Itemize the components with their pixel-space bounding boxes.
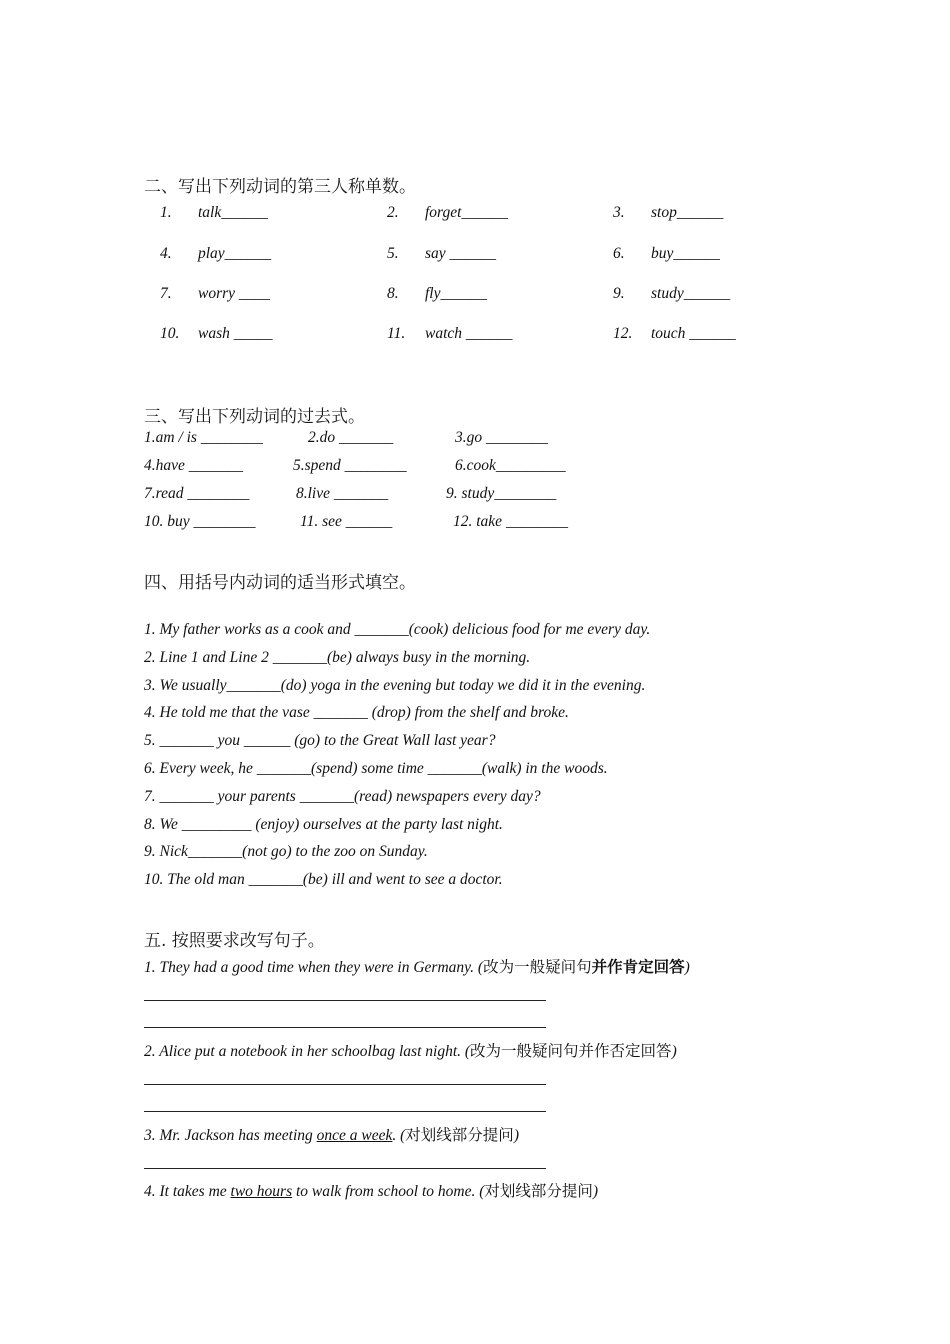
- section3-item[interactable]: 1.am / is ________: [144, 429, 263, 446]
- item-text[interactable]: play______: [198, 245, 272, 262]
- q3-end: ): [513, 1127, 519, 1144]
- q3-answer-line-1[interactable]: [144, 1168, 546, 1169]
- item-number: 9.: [613, 285, 625, 302]
- section4-item[interactable]: 5. _______ you ______ (go) to the Great Wall last year?: [144, 732, 496, 749]
- q1-end: ): [684, 959, 690, 976]
- item-number: 12.: [613, 325, 633, 342]
- section3-item[interactable]: 2.do _______: [308, 429, 394, 446]
- section3-item[interactable]: 9. study________: [446, 485, 557, 502]
- item-number: 3.: [613, 204, 625, 221]
- section5-question-1: [144, 955, 690, 977]
- q4-instruction: 对划线部分提问: [484, 1182, 593, 1200]
- section4-item[interactable]: 3. We usually_______(do) yoga in the evening but today we did it in the evening.: [144, 677, 646, 694]
- section2-item: [160, 204, 268, 222]
- item-number: 6.: [613, 245, 625, 262]
- q3-text-2: . (: [392, 1127, 406, 1144]
- item-text[interactable]: worry ____: [198, 285, 270, 302]
- section5-heading: 五. 按照要求改写句子。: [144, 931, 325, 951]
- q1-answer-line-1[interactable]: [144, 1000, 546, 1001]
- q4-text: 4. It takes me: [144, 1183, 231, 1200]
- section2-item: [387, 245, 496, 263]
- section5-question-2: [144, 1039, 677, 1061]
- item-number: 2.: [387, 204, 399, 221]
- section5-question-4: [144, 1179, 598, 1201]
- item-text[interactable]: fly______: [425, 285, 487, 302]
- q2-answer-line-2[interactable]: [144, 1111, 546, 1112]
- section2-heading: 二、写出下列动词的第三人称单数。: [144, 177, 416, 197]
- q4-text-2: to walk from school to home. (: [292, 1183, 485, 1200]
- item-text[interactable]: touch ______: [651, 325, 736, 342]
- section3-item[interactable]: 11. see ______: [300, 513, 393, 530]
- item-number: 4.: [160, 245, 172, 262]
- q3-underlined: once a week: [316, 1127, 393, 1144]
- section2-item: [160, 245, 271, 263]
- item-text[interactable]: say ______: [425, 245, 497, 262]
- section2-item: [613, 204, 723, 222]
- section3-item[interactable]: 12. take ________: [453, 513, 568, 530]
- item-text[interactable]: stop______: [651, 204, 724, 221]
- q4-underlined: two hours: [230, 1183, 293, 1200]
- section3-item[interactable]: 10. buy ________: [144, 513, 256, 530]
- q1-instruction: 改为一般疑问句: [483, 958, 592, 976]
- q1-answer-line-2[interactable]: [144, 1027, 546, 1028]
- section4-item[interactable]: 10. The old man _______(be) ill and went to see a doctor.: [144, 871, 503, 888]
- q1-text: 1. They had a good time when they were in Germany. (: [144, 959, 484, 976]
- section5-question-3: [144, 1123, 519, 1145]
- q3-text: 3. Mr. Jackson has meeting: [144, 1127, 317, 1144]
- section2-item: [387, 325, 512, 343]
- section4-item[interactable]: 9. Nick_______(not go) to the zoo on Sunday.: [144, 843, 428, 860]
- section3-item[interactable]: 4.have _______: [144, 457, 244, 474]
- q3-instruction: 对划线部分提问: [405, 1126, 514, 1144]
- section4-item[interactable]: 7. _______ your parents _______(read) newspapers every day?: [144, 788, 541, 805]
- section4-item[interactable]: 2. Line 1 and Line 2 _______(be) always busy in the morning.: [144, 649, 531, 666]
- section2-item: [613, 325, 736, 343]
- section4-item[interactable]: 6. Every week, he _______(spend) some time _______(walk) in the woods.: [144, 760, 608, 777]
- section2-item: [613, 245, 720, 263]
- section4-item[interactable]: 4. He told me that the vase _______ (drop) from the shelf and broke.: [144, 704, 569, 721]
- section3-item[interactable]: 6.cook_________: [455, 457, 566, 474]
- section3-item[interactable]: 3.go ________: [455, 429, 548, 446]
- q2-end: ): [671, 1043, 677, 1060]
- item-number: 8.: [387, 285, 399, 302]
- q2-text: 2. Alice put a notebook in her schoolbag last night. (: [144, 1043, 471, 1060]
- item-number: 7.: [160, 285, 172, 302]
- item-text[interactable]: wash _____: [198, 325, 273, 342]
- item-text[interactable]: watch ______: [425, 325, 513, 342]
- item-text[interactable]: buy______: [651, 245, 720, 262]
- q1-instruction-bold: 并作肯定回答: [591, 958, 685, 976]
- q2-instruction: 改为一般疑问句并作否定回答: [470, 1042, 672, 1060]
- section3-item[interactable]: 5.spend ________: [293, 457, 407, 474]
- section2-item: [613, 285, 730, 303]
- section3-item[interactable]: 8.live _______: [296, 485, 389, 502]
- item-text[interactable]: talk______: [198, 204, 268, 221]
- item-number: 10.: [160, 325, 180, 342]
- section2-item: [160, 285, 270, 303]
- q2-answer-line-1[interactable]: [144, 1084, 546, 1085]
- section2-item: [160, 325, 273, 343]
- section4-heading: 四、用括号内动词的适当形式填空。: [144, 573, 416, 593]
- section3-item[interactable]: 7.read ________: [144, 485, 250, 502]
- item-number: 1.: [160, 204, 172, 221]
- item-number: 11.: [387, 325, 406, 342]
- item-text[interactable]: forget______: [425, 204, 508, 221]
- q4-end: ): [592, 1183, 599, 1200]
- section4-item[interactable]: 1. My father works as a cook and _______(cook) delicious food for me every day.: [144, 621, 651, 638]
- section2-item: [387, 285, 487, 303]
- item-text[interactable]: study______: [651, 285, 731, 302]
- section2-item: [387, 204, 508, 222]
- section3-heading: 三、写出下列动词的过去式。: [144, 407, 365, 427]
- item-number: 5.: [387, 245, 399, 262]
- section4-item[interactable]: 8. We _________ (enjoy) ourselves at the party last night.: [144, 816, 503, 833]
